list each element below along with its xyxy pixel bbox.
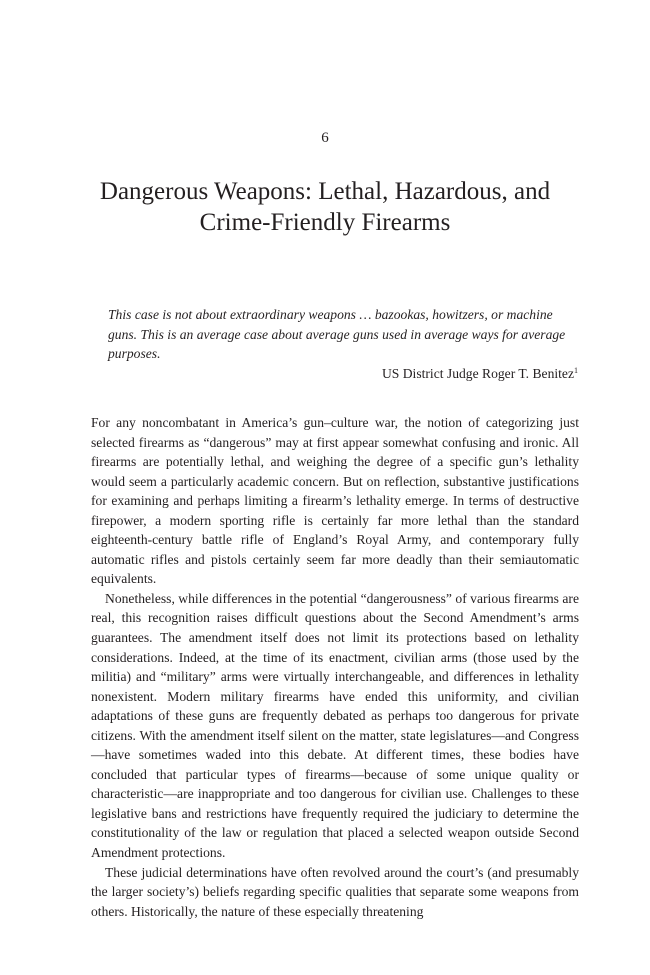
chapter-number: 6 [321, 130, 329, 146]
epigraph-attribution [108, 361, 578, 383]
epigraph-quote: This case is not about extraordinary weapons … bazookas, howitzers, or machine guns. This is an average case about average guns used in average ways for average purposes. [108, 307, 566, 361]
chapter-title-line-1: Dangerous Weapons: Lethal, Hazardous, and [99, 178, 551, 205]
footnote-reference: 1 [574, 366, 578, 375]
attribution-name: US District Judge Roger T. Benitez [381, 366, 574, 381]
paragraph-3: These judicial determinations have often revolved around the court’s (and presumably the larger society’s) beliefs regarding specific qualities that separate some weapons from others. Historically, the nature of these especially threatening [91, 864, 579, 919]
chapter-title [60, 176, 590, 238]
paragraph-1: For any noncombatant in America’s gun–culture war, the notion of categorizing just selected firearms as “dangerous” may at first appear somewhat confusing and ironic. All firearms are potentially lethal, and weighing the degree of a specific gun’s lethality would seem a particularly academic concern. But on reflection, substantive justifications for examining and perhaps limiting a firearm’s lethality emerge. In terms of destructive firepower, a modern sporting rifle is certainly far more lethal than the standard eighteenth-century battle rifle of England’s Royal Army, and contemporary fully automatic rifles and pistols certainly seem far more deadly than their semiautomatic equivalents. [91, 415, 579, 587]
body-text [91, 413, 579, 921]
paragraph-2: Nonetheless, while differences in the potential “dangerousness” of various firearms are real, this recognition raises difficult questions about the Second Amendment’s arms guarantees. The amendment itself does not limit its protections based on lethality considerations. Indeed, at the time of its enactment, civilian arms (those used by the militia) and “military” arms were virtually interchangeable, and differences in lethality nonexistent. Modern military firearms have ended this uniformity, and civilian adaptations of these guns are frequently debated as perhaps too dangerous for private citizens. With the amendment itself silent on the matter, state legislatures—and Congress—have sometimes waded into this debate. At different times, these bodies have concluded that particular types of firearms—because of some unique quality or characteristic—are inappropriate and too dangerous for civilian use. Challenges to these legislative bans and restrictions have frequently required the judiciary to determine the constitutionality of the law or regulation that placed a selected weapon outside Second Amendment protections. [91, 590, 579, 861]
chapter-title-line-2: Crime-Friendly Firearms [199, 209, 451, 236]
